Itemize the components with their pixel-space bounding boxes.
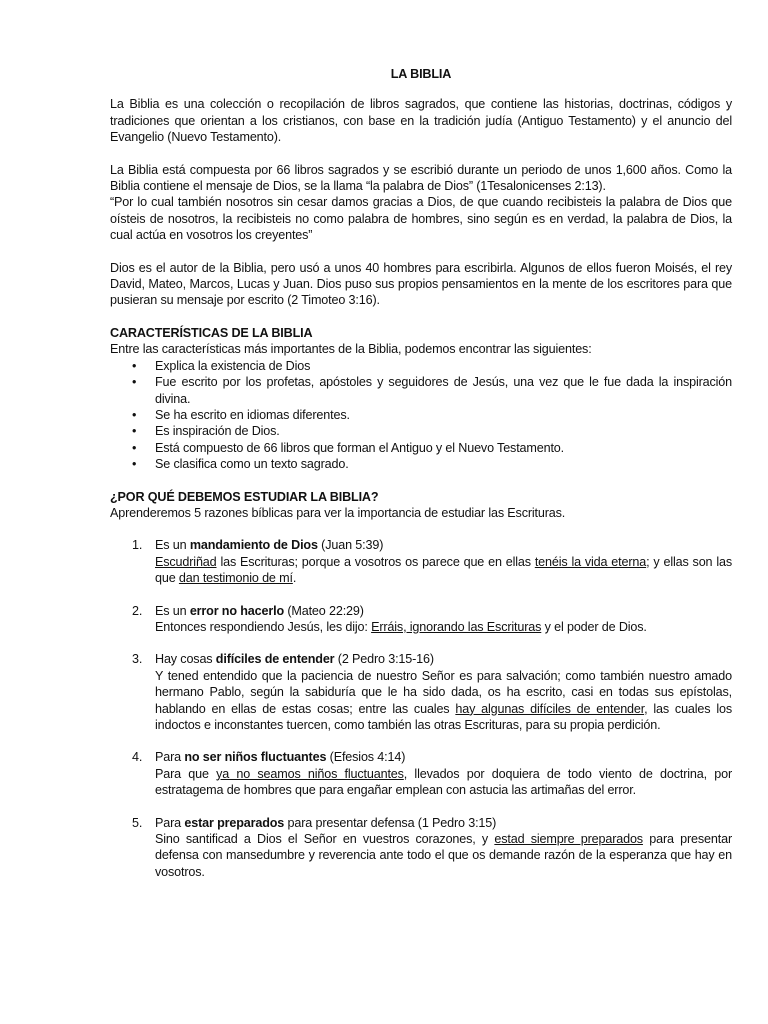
intro-paragraph-1: La Biblia es una colección o recopilación de libros sagrados, que contiene las historias, doctrinas, códigos y tradiciones que orientan a los cristianos, con base en la tradición judía (Antiguo Testamento) y el anuncio del Evangelio (Nuevo Testamento).: [110, 97, 732, 145]
reason-heading: Para no ser niños fluctuantes (Efesios 4:14): [155, 750, 406, 765]
reason-number: 5.: [132, 815, 143, 830]
section-heading-por-que: ¿POR QUÉ DEBEMOS ESTUDIAR LA BIBLIA?: [110, 489, 379, 504]
intro-quote: “Por lo cual también nosotros sin cesar damos gracias a Dios, de que cuando recibisteis la palabra de Dios que oísteis de nosotros, la recibisteis no como palabra de hombres, sino según es en verdad, la palabra de Dios, la cual actúa en vosotros los creyentes”: [110, 195, 732, 243]
bullet-icon: •: [132, 424, 137, 439]
section-heading-caracteristicas: CARACTERÍSTICAS DE LA BIBLIA: [110, 325, 313, 340]
list-item: • Explica la existencia de Dios: [132, 358, 311, 373]
reason-heading: Es un error no hacerlo (Mateo 22:29): [155, 603, 364, 618]
section-intro-por-que: Aprenderemos 5 razones bíblicas para ver la importancia de estudiar las Escrituras.: [110, 505, 566, 520]
reason-item-5: [110, 815, 732, 881]
reason-verse: Y tened entendido que la paciencia de nuestro Señor es para salvación; como también nuestro amado hermano Pablo, según la sabiduría que le ha sido dada, os ha escrito, casi en todas sus epístolas, hablando en ellas de estas cosas; entre las cuales hay algunas difíciles de entender, las cuales los indoctos e inconstantes tuercen, como también las otras Escrituras, para su propia perdición.: [155, 668, 732, 732]
reason-number: 1.: [132, 538, 143, 553]
bullet-icon: •: [132, 440, 137, 455]
document-title: LA BIBLIA: [390, 67, 452, 81]
section-intro-caracteristicas: Entre las características más importantes de la Biblia, podemos encontrar las siguientes:: [110, 342, 592, 357]
reason-number: 4.: [132, 750, 143, 765]
list-item: • Se clasifica como un texto sagrado.: [132, 457, 349, 472]
bullet-icon: •: [132, 457, 137, 472]
reason-heading: Para estar preparados para presentar defensa (1 Pedro 3:15): [155, 815, 497, 830]
reasons-list: [110, 537, 732, 880]
reason-number: 2.: [132, 603, 143, 618]
reason-verse: Entonces respondiendo Jesús, les dijo: Erráis, ignorando las Escrituras y el poder de Dios.: [155, 619, 647, 634]
reason-heading: Es un mandamiento de Dios (Juan 5:39): [155, 538, 384, 553]
reason-item-1: [110, 537, 732, 586]
reason-verse: Sino santificad a Dios el Señor en vuestros corazones, y estad siempre preparados para presentar defensa con mansedumbre y reverencia ante todo el que os demande razón de la esperanza que hay en vosotros.: [155, 832, 732, 879]
list-item: • Es inspiración de Dios.: [132, 424, 280, 439]
reason-number: 3.: [132, 652, 143, 667]
bullet-icon: •: [132, 407, 137, 422]
intro-paragraph-3: Dios es el autor de la Biblia, pero usó a unos 40 hombres para escribirla. Algunos de ellos fueron Moisés, el rey David, Mateo, Marcos, Lucas y Juan. Dios puso sus propios pensamientos en la mente de los escritores para que pusieran su mensaje por escrito (2 Timoteo 3:16).: [110, 260, 732, 308]
bullet-icon: •: [132, 358, 137, 373]
reason-item-4: [110, 749, 732, 798]
reason-item-2: [110, 603, 732, 636]
intro-paragraph-2: La Biblia está compuesta por 66 libros sagrados y se escribió durante un periodo de unos 1,600 años. Como la Biblia contiene el mensaje de Dios, se la llama “la palabra de Dios” (1Tesalonicenses 2:13).: [110, 162, 732, 194]
reason-verse: Escudriñad las Escrituras; porque a vosotros os parece que en ellas tenéis la vida eterna; y ellas son las que dan testimonio de mí.: [155, 554, 732, 586]
list-item: • Fue escrito por los profetas, apóstoles y seguidores de Jesús, una vez que le fue dada la inspiración divina.: [132, 375, 732, 406]
bullet-icon: •: [132, 375, 137, 390]
characteristics-list: [110, 358, 732, 473]
list-item: • Se ha escrito en idiomas diferentes.: [132, 407, 350, 422]
reason-verse: Para que ya no seamos niños fluctuantes, llevados por doquiera de todo viento de doctrina, por estratagema de hombres que para engañar emplean con astucia las artimañas del error.: [155, 766, 732, 798]
list-item: • Está compuesto de 66 libros que forman el Antiguo y el Nuevo Testamento.: [132, 440, 565, 455]
reason-heading: Hay cosas difíciles de entender (2 Pedro 3:15-16): [155, 652, 434, 667]
reason-item-3: [110, 651, 732, 733]
